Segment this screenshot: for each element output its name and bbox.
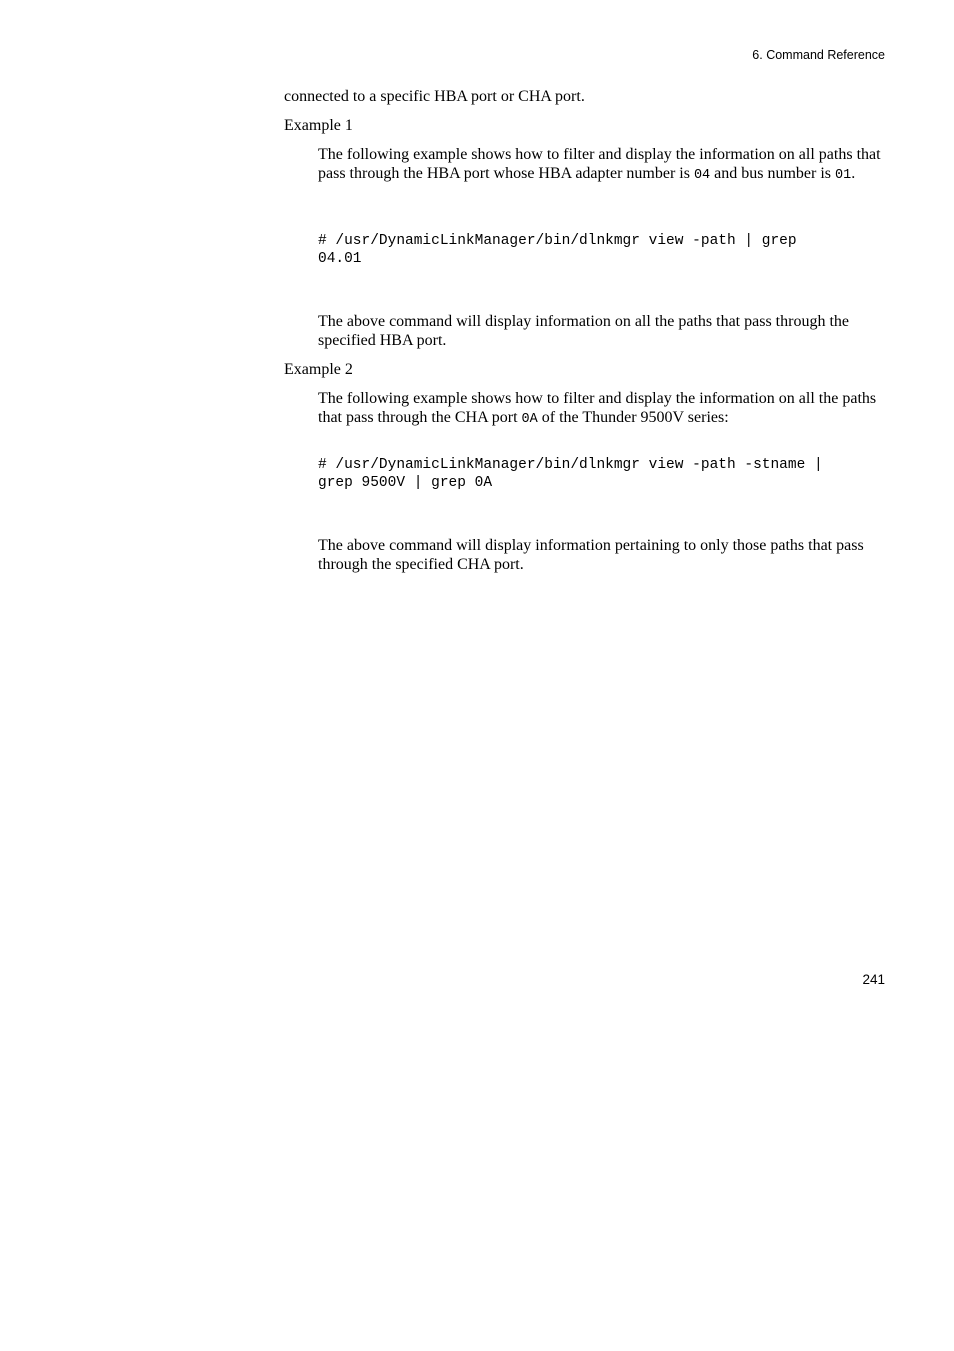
example-1-desc-code-1: 04 xyxy=(693,168,711,183)
page-number: 241 xyxy=(862,972,885,987)
example-1-code-line-1: # /usr/DynamicLinkManager/bin/dlnkmgr view -path | grep xyxy=(318,233,797,249)
example-2-code-line-1: # /usr/DynamicLinkManager/bin/dlnkmgr view -path -stname | xyxy=(318,457,823,473)
example-2-code-block xyxy=(318,456,888,492)
example-2-description xyxy=(318,389,888,429)
example-1-desc-text-1: The following example shows how to filter and display the information on all paths that pass through the HBA port whose HBA adapter number is xyxy=(318,146,881,182)
example-2-desc-code-1: 0A xyxy=(521,412,538,427)
example-1-description xyxy=(318,145,888,185)
example-2-desc-text-1: The following example shows how to filter and display the information on all the paths that pass through the CHA port xyxy=(318,390,877,426)
intro-paragraph: connected to a specific HBA port or CHA port. xyxy=(284,88,585,105)
example-1-heading: Example 1 xyxy=(284,117,353,134)
example-2-desc-text-2: of the Thunder 9500V series: xyxy=(537,409,729,426)
example-1-desc-text-3: . xyxy=(851,165,856,182)
example-1-desc-code-2: 01 xyxy=(835,168,852,183)
example-2-result: The above command will display information pertaining to only those paths that pass through the specified CHA port. xyxy=(318,537,864,573)
example-2-heading: Example 2 xyxy=(284,361,353,378)
example-1-desc-text-2: and bus number is xyxy=(710,165,836,182)
example-1-code-block xyxy=(318,232,888,268)
running-header: 6. Command Reference xyxy=(752,48,885,62)
example-1-code-line-2: 04.01 xyxy=(318,251,362,267)
example-2-code-line-2: grep 9500V | grep 0A xyxy=(318,475,493,491)
example-1-result: The above command will display information on all the paths that pass through the specified HBA port. xyxy=(318,313,849,349)
